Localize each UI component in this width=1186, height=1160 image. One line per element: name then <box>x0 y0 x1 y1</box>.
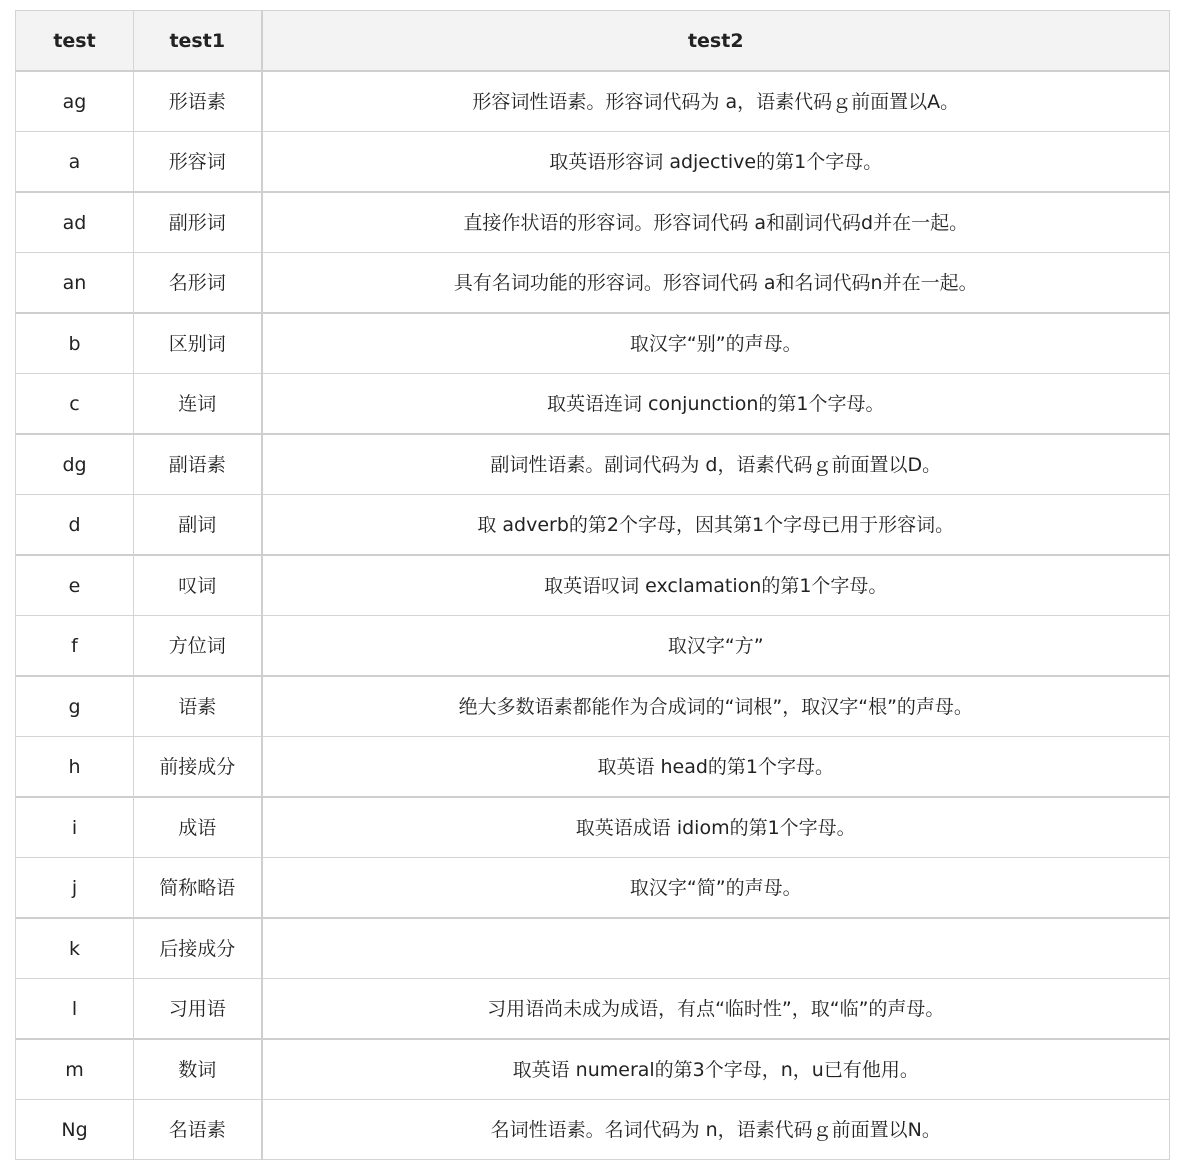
table-row <box>16 374 1170 435</box>
cell-name: 叹词 <box>134 555 262 616</box>
cell-desc: 取汉字“别”的声母。 <box>262 313 1170 374</box>
pos-tag-table-container <box>15 10 1169 1160</box>
cell-desc: 取英语成语 idiom的第1个字母。 <box>262 797 1170 858</box>
cell-desc: 名词性语素。名词代码为 n，语素代码ｇ前面置以N。 <box>262 1100 1170 1160</box>
table-row <box>16 858 1170 919</box>
table-row <box>16 1039 1170 1100</box>
header-test2: test2 <box>262 11 1170 72</box>
table-row <box>16 192 1170 253</box>
cell-code: i <box>16 797 134 858</box>
cell-name: 简称略语 <box>134 858 262 919</box>
table-row <box>16 979 1170 1040</box>
cell-name: 成语 <box>134 797 262 858</box>
cell-name: 连词 <box>134 374 262 435</box>
cell-name: 副语素 <box>134 434 262 495</box>
cell-desc: 副词性语素。副词代码为 d，语素代码ｇ前面置以D。 <box>262 434 1170 495</box>
table-row <box>16 555 1170 616</box>
cell-code: an <box>16 253 134 314</box>
cell-code: c <box>16 374 134 435</box>
table-row <box>16 434 1170 495</box>
cell-name: 数词 <box>134 1039 262 1100</box>
table-row <box>16 1100 1170 1160</box>
table-row <box>16 313 1170 374</box>
pos-tag-table <box>15 10 1170 1160</box>
header-test: test <box>16 11 134 72</box>
cell-name: 语素 <box>134 676 262 737</box>
header-test1: test1 <box>134 11 262 72</box>
cell-desc <box>262 918 1170 979</box>
cell-desc: 具有名词功能的形容词。形容词代码 a和名词代码n并在一起。 <box>262 253 1170 314</box>
table-row <box>16 918 1170 979</box>
cell-code: Ng <box>16 1100 134 1160</box>
table-row <box>16 797 1170 858</box>
table-row <box>16 71 1170 132</box>
cell-desc: 取英语 head的第1个字母。 <box>262 737 1170 798</box>
cell-desc: 直接作状语的形容词。形容词代码 a和副词代码d并在一起。 <box>262 192 1170 253</box>
cell-desc: 取英语 numeral的第3个字母，n，u已有他用。 <box>262 1039 1170 1100</box>
cell-name: 后接成分 <box>134 918 262 979</box>
cell-code: ag <box>16 71 134 132</box>
table-header-row <box>16 11 1170 72</box>
cell-name: 前接成分 <box>134 737 262 798</box>
cell-desc: 习用语尚未成为成语，有点“临时性”，取“临”的声母。 <box>262 979 1170 1040</box>
cell-code: m <box>16 1039 134 1100</box>
table-row <box>16 676 1170 737</box>
cell-code: a <box>16 132 134 193</box>
cell-desc: 取汉字“方” <box>262 616 1170 677</box>
cell-code: l <box>16 979 134 1040</box>
cell-code: g <box>16 676 134 737</box>
cell-desc: 形容词性语素。形容词代码为 a，语素代码ｇ前面置以A。 <box>262 71 1170 132</box>
cell-name: 习用语 <box>134 979 262 1040</box>
cell-name: 名语素 <box>134 1100 262 1160</box>
cell-name: 区别词 <box>134 313 262 374</box>
table-row <box>16 253 1170 314</box>
cell-code: e <box>16 555 134 616</box>
cell-desc: 取英语连词 conjunction的第1个字母。 <box>262 374 1170 435</box>
cell-code: d <box>16 495 134 556</box>
cell-code: f <box>16 616 134 677</box>
cell-desc: 取 adverb的第2个字母，因其第1个字母已用于形容词。 <box>262 495 1170 556</box>
cell-name: 形语素 <box>134 71 262 132</box>
cell-desc: 绝大多数语素都能作为合成词的“词根”，取汉字“根”的声母。 <box>262 676 1170 737</box>
cell-code: dg <box>16 434 134 495</box>
cell-desc: 取英语形容词 adjective的第1个字母。 <box>262 132 1170 193</box>
table-row <box>16 616 1170 677</box>
cell-code: ad <box>16 192 134 253</box>
cell-name: 副形词 <box>134 192 262 253</box>
cell-code: j <box>16 858 134 919</box>
table-row <box>16 132 1170 193</box>
table-row <box>16 737 1170 798</box>
cell-name: 副词 <box>134 495 262 556</box>
cell-name: 名形词 <box>134 253 262 314</box>
cell-code: h <box>16 737 134 798</box>
table-row <box>16 495 1170 556</box>
cell-name: 方位词 <box>134 616 262 677</box>
cell-desc: 取汉字“简”的声母。 <box>262 858 1170 919</box>
cell-desc: 取英语叹词 exclamation的第1个字母。 <box>262 555 1170 616</box>
cell-name: 形容词 <box>134 132 262 193</box>
cell-code: b <box>16 313 134 374</box>
cell-code: k <box>16 918 134 979</box>
